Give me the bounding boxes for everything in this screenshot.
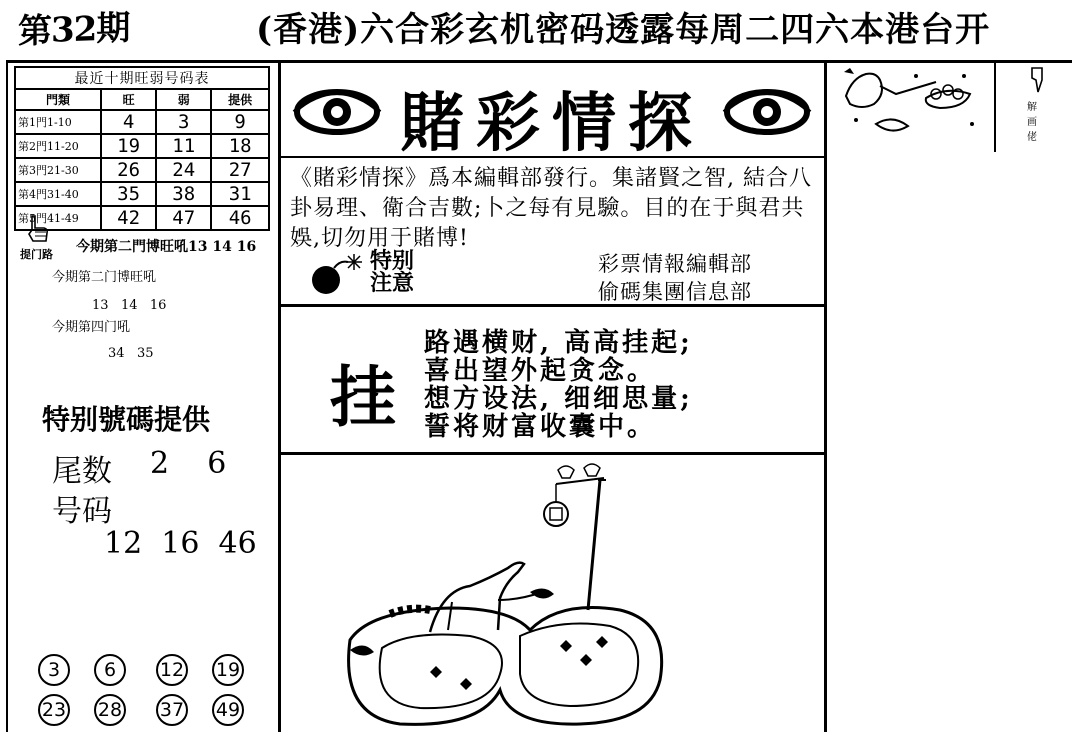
riddle-illustration xyxy=(330,460,690,732)
vertical-label: 解画佬 xyxy=(1027,102,1037,143)
left-border xyxy=(6,60,8,732)
number-ball: 37 xyxy=(156,694,188,726)
tail-label: 尾数 xyxy=(52,454,112,489)
table-caption: 最近十期旺弱号码表 xyxy=(15,67,269,89)
tail-numbers: 2 6 xyxy=(150,446,227,481)
table-row xyxy=(15,134,269,158)
notice-line: 注意 xyxy=(370,270,415,296)
number-ball: 6 xyxy=(94,654,126,686)
hint-note-numbers: 34 35 xyxy=(108,346,154,361)
side-divider xyxy=(994,60,996,152)
cell-offer: 46 xyxy=(211,206,269,230)
cell-cold: 3 xyxy=(156,110,211,134)
hint-note: 今期第四门吼 xyxy=(52,320,131,335)
eye-icon xyxy=(292,82,382,142)
number-ball: 28 xyxy=(94,694,126,726)
cell-cold: 24 xyxy=(156,158,211,182)
cell-offer: 27 xyxy=(211,158,269,182)
issue-number: 第32期 xyxy=(18,8,130,52)
table-row xyxy=(15,110,269,134)
code-numbers: 12 16 46 xyxy=(104,526,257,561)
pointing-hand-icon xyxy=(24,214,50,244)
publisher-name: 偷碼集團信息部 xyxy=(598,280,752,304)
intro-text: 《賭彩情探》爲本編輯部發行。集諸賢之智, 結合八卦易理、衛合吉數;卜之每有見驗。目的在于與君共娛,切勿用于賭博! xyxy=(290,166,812,251)
row-label: 第5門41-49 xyxy=(15,206,101,230)
bomb-icon xyxy=(308,250,368,296)
row-label: 第3門21-30 xyxy=(15,158,101,182)
riddle-line: 想方设法, 细细思量; xyxy=(424,384,693,414)
cell-hot: 19 xyxy=(101,134,156,158)
hint-note-numbers: 13 14 16 xyxy=(92,298,167,313)
row-label: 第2門11-20 xyxy=(15,134,101,158)
number-ball: 49 xyxy=(212,694,244,726)
cell-cold: 47 xyxy=(156,206,211,230)
special-title: 特别號碼提供 xyxy=(42,403,211,436)
pointing-down-hand-icon xyxy=(1026,66,1050,96)
rooster-illustration xyxy=(836,64,986,140)
cell-cold: 38 xyxy=(156,182,211,206)
riddle-line: 喜出望外起贪念。 xyxy=(424,356,657,386)
cell-hot: 42 xyxy=(101,206,156,230)
cell-offer: 31 xyxy=(211,182,269,206)
cell-offer: 9 xyxy=(211,110,269,134)
hint-note: 今期第二门博旺吼 xyxy=(52,270,157,285)
code-label: 号码 xyxy=(52,494,112,529)
headline: (香港)六合彩玄机密码透露每周二四六本港台开 xyxy=(256,10,991,50)
hint-label: 提门路 xyxy=(20,248,53,261)
column-divider-left xyxy=(278,60,281,732)
cell-hot: 4 xyxy=(101,110,156,134)
number-ball: 3 xyxy=(38,654,70,686)
hint-line: 今期第二門博旺吼13 14 16 xyxy=(76,239,257,255)
cell-hot: 35 xyxy=(101,182,156,206)
eye-icon xyxy=(722,82,812,142)
row-label: 第4門31-40 xyxy=(15,182,101,206)
table-row xyxy=(15,182,269,206)
table-header: 提供 xyxy=(211,89,269,110)
riddle-line: 路遇横财, 高高挂起; xyxy=(424,328,693,358)
table-header: 門類 xyxy=(15,89,101,110)
publisher-name: 彩票情報編輯部 xyxy=(598,252,752,276)
cell-offer: 18 xyxy=(211,134,269,158)
table-header: 旺 xyxy=(101,89,156,110)
row-label: 第1門1-10 xyxy=(15,110,101,134)
table-header: 弱 xyxy=(156,89,211,110)
column-divider-right xyxy=(824,60,827,732)
notice-line: 特别 xyxy=(370,248,415,274)
number-ball: 12 xyxy=(156,654,188,686)
header-rule xyxy=(8,60,1072,63)
cell-cold: 11 xyxy=(156,134,211,158)
table-row xyxy=(15,158,269,182)
riddle-line: 誓将财富收囊中。 xyxy=(424,412,657,442)
cell-hot: 26 xyxy=(101,158,156,182)
number-ball: 19 xyxy=(212,654,244,686)
notice-label xyxy=(370,250,414,294)
riddle-character: 挂 xyxy=(330,358,396,436)
table-row xyxy=(15,206,269,230)
number-ball: 23 xyxy=(38,694,70,726)
hot-cold-table xyxy=(14,66,270,231)
rule-3 xyxy=(280,452,826,455)
page-title: 賭彩情探 xyxy=(400,86,704,161)
